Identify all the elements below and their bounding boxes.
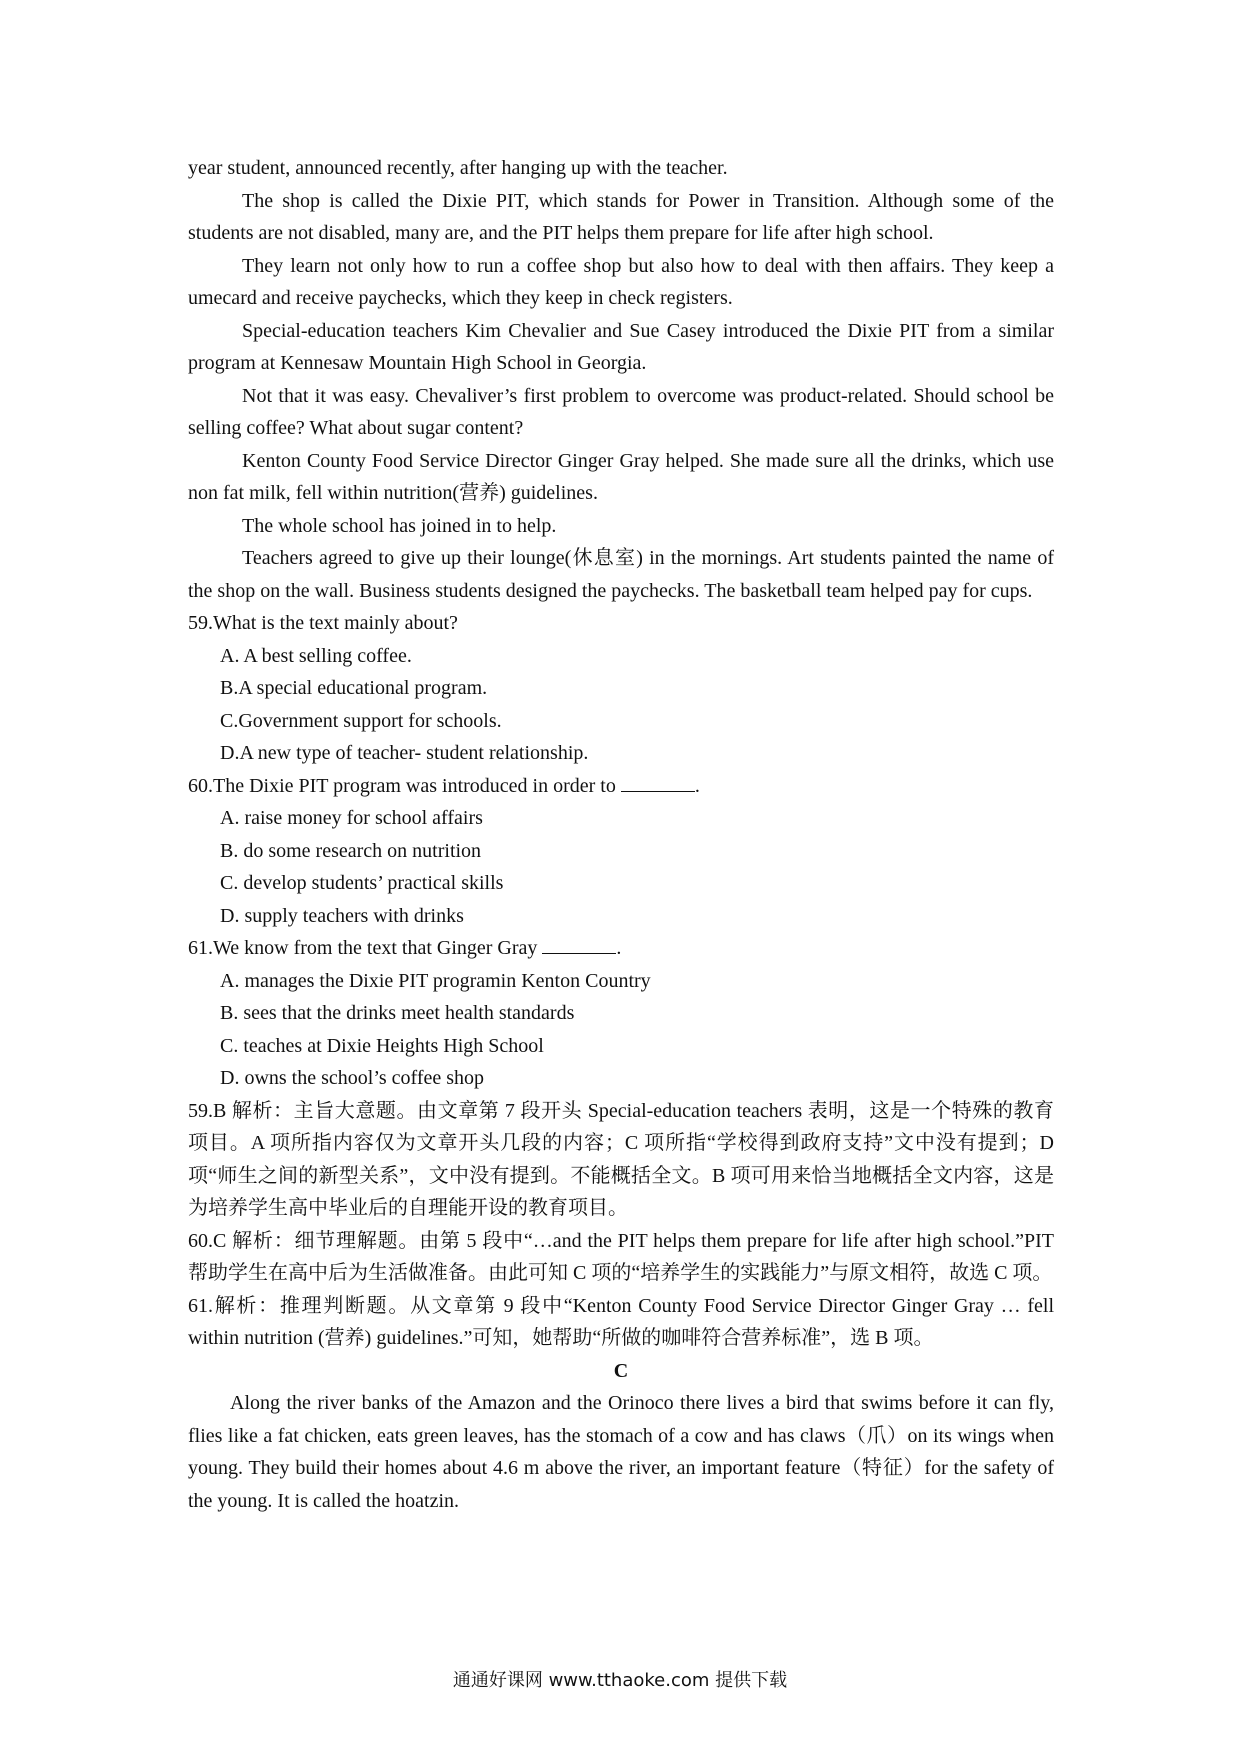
passage-paragraph-2: The shop is called the Dixie PIT, which stands for Power in Transition. Although some of the students are not disabled, many are, and the PIT helps them prepare for life after high school. [188,189,1054,244]
option-b: B. do some research on nutrition [220,839,482,862]
option-c: C. develop students’ practical skills [220,872,504,894]
option-c: C. teaches at Dixie Heights High School [220,1034,544,1057]
option-a: A. A best selling coffee. [220,644,412,667]
passage-paragraph-8: Teachers agreed to give up their lounge(休息室) in the mornings. Art students painted the name of the shop on the wall. Business students designed the paychecks. The basketball team helped pay for cups. [188,547,1054,602]
passage-paragraph-3: They learn not only how to run a coffee shop but also how to deal with then affairs. They keep a umecard and receive paychecks, which they keep in check registers. [188,254,1054,309]
option-c: C.Government support for schools. [220,709,502,732]
answer-explanation-60: 60.C 解析：细节理解题。由第 5 段中“…and the PIT helps them prepare for life after high school.”PIT 帮助学生在高中后为生活做准备。由此可知 C 项的“培养学生的实践能力”与原文相符，故选 C 项。 [188,1229,1054,1284]
section-c-paragraph: Along the river banks of the Amazon and the Orinoco there lives a bird that swims before it can fly, flies like a fat chicken, eats green leaves, has the stomach of a cow and has claws（爪）on its wings when young. They build their homes about 4.6 m above the river, an important feature（特征）for the safety of the young. It is called the hoatzin. [188,1392,1054,1512]
option-b: B. sees that the drinks meet health standards [220,1002,575,1024]
question-stem: 61.We know from the text that Ginger Gray . [188,937,622,959]
question-61 [188,932,1054,1095]
section-heading: C [613,1359,629,1382]
passage-paragraph-1: year student, announced recently, after hanging up with the teacher. [188,157,728,179]
passage-paragraph-5: Not that it was easy. Chevaliver’s first problem to overcome was product-related. Should school be selling coffee? What about sugar content? [188,384,1054,439]
option-a: A. raise money for school affairs [220,807,483,829]
page-content [188,152,1054,1517]
option-a: A. manages the Dixie PIT programin Kenton Country [220,969,651,992]
answer-blank [621,773,695,792]
question-59 [188,607,1054,770]
passage-paragraph-6: Kenton County Food Service Director Ginger Gray helped. She made sure all the drinks, which use non fat milk, fell within nutrition(营养) guidelines. [188,449,1054,504]
answer-blank [542,935,616,954]
question-60 [188,770,1054,933]
passage-paragraph-7: The whole school has joined in to help. [242,514,557,537]
answer-explanation-61: 61.解析：推理判断题。从文章第 9 段中“Kenton County Food Service Director Ginger Gray … fell within nutrition (营养) guidelines.”可知，她帮助“所做的咖啡符合营养标准”，选 B 项。 [188,1294,1054,1349]
page-footer: 通通好课网 www.tthaoke.com 提供下载 [452,1670,788,1691]
option-d: D. owns the school’s coffee shop [220,1067,485,1089]
option-d: D. supply teachers with drinks [220,904,464,927]
option-b: B.A special educational program. [220,677,488,699]
question-stem: 59.What is the text mainly about? [188,612,458,634]
answer-explanation-59: 59.B 解析：主旨大意题。由文章第 7 段开头 Special-education teachers 表明，这是一个特殊的教育项目。A 项所指内容仅为文章开头几段的内容；C 项所指“学校得到政府支持”文中没有提到；D 项“师生之间的新型关系”，文中没有提到。不能概括全文。B 项可用来恰当地概括全文内容，这是为培养学生高中毕业后的自理能开设的教育项目。 [188,1099,1054,1219]
question-stem: 60.The Dixie PIT program was introduced in order to . [188,774,700,797]
option-d: D.A new type of teacher- student relationship. [220,742,589,764]
passage-paragraph-4: Special-education teachers Kim Chevalier and Sue Casey introduced the Dixie PIT from a similar program at Kennesaw Mountain High School in Georgia. [188,319,1054,374]
